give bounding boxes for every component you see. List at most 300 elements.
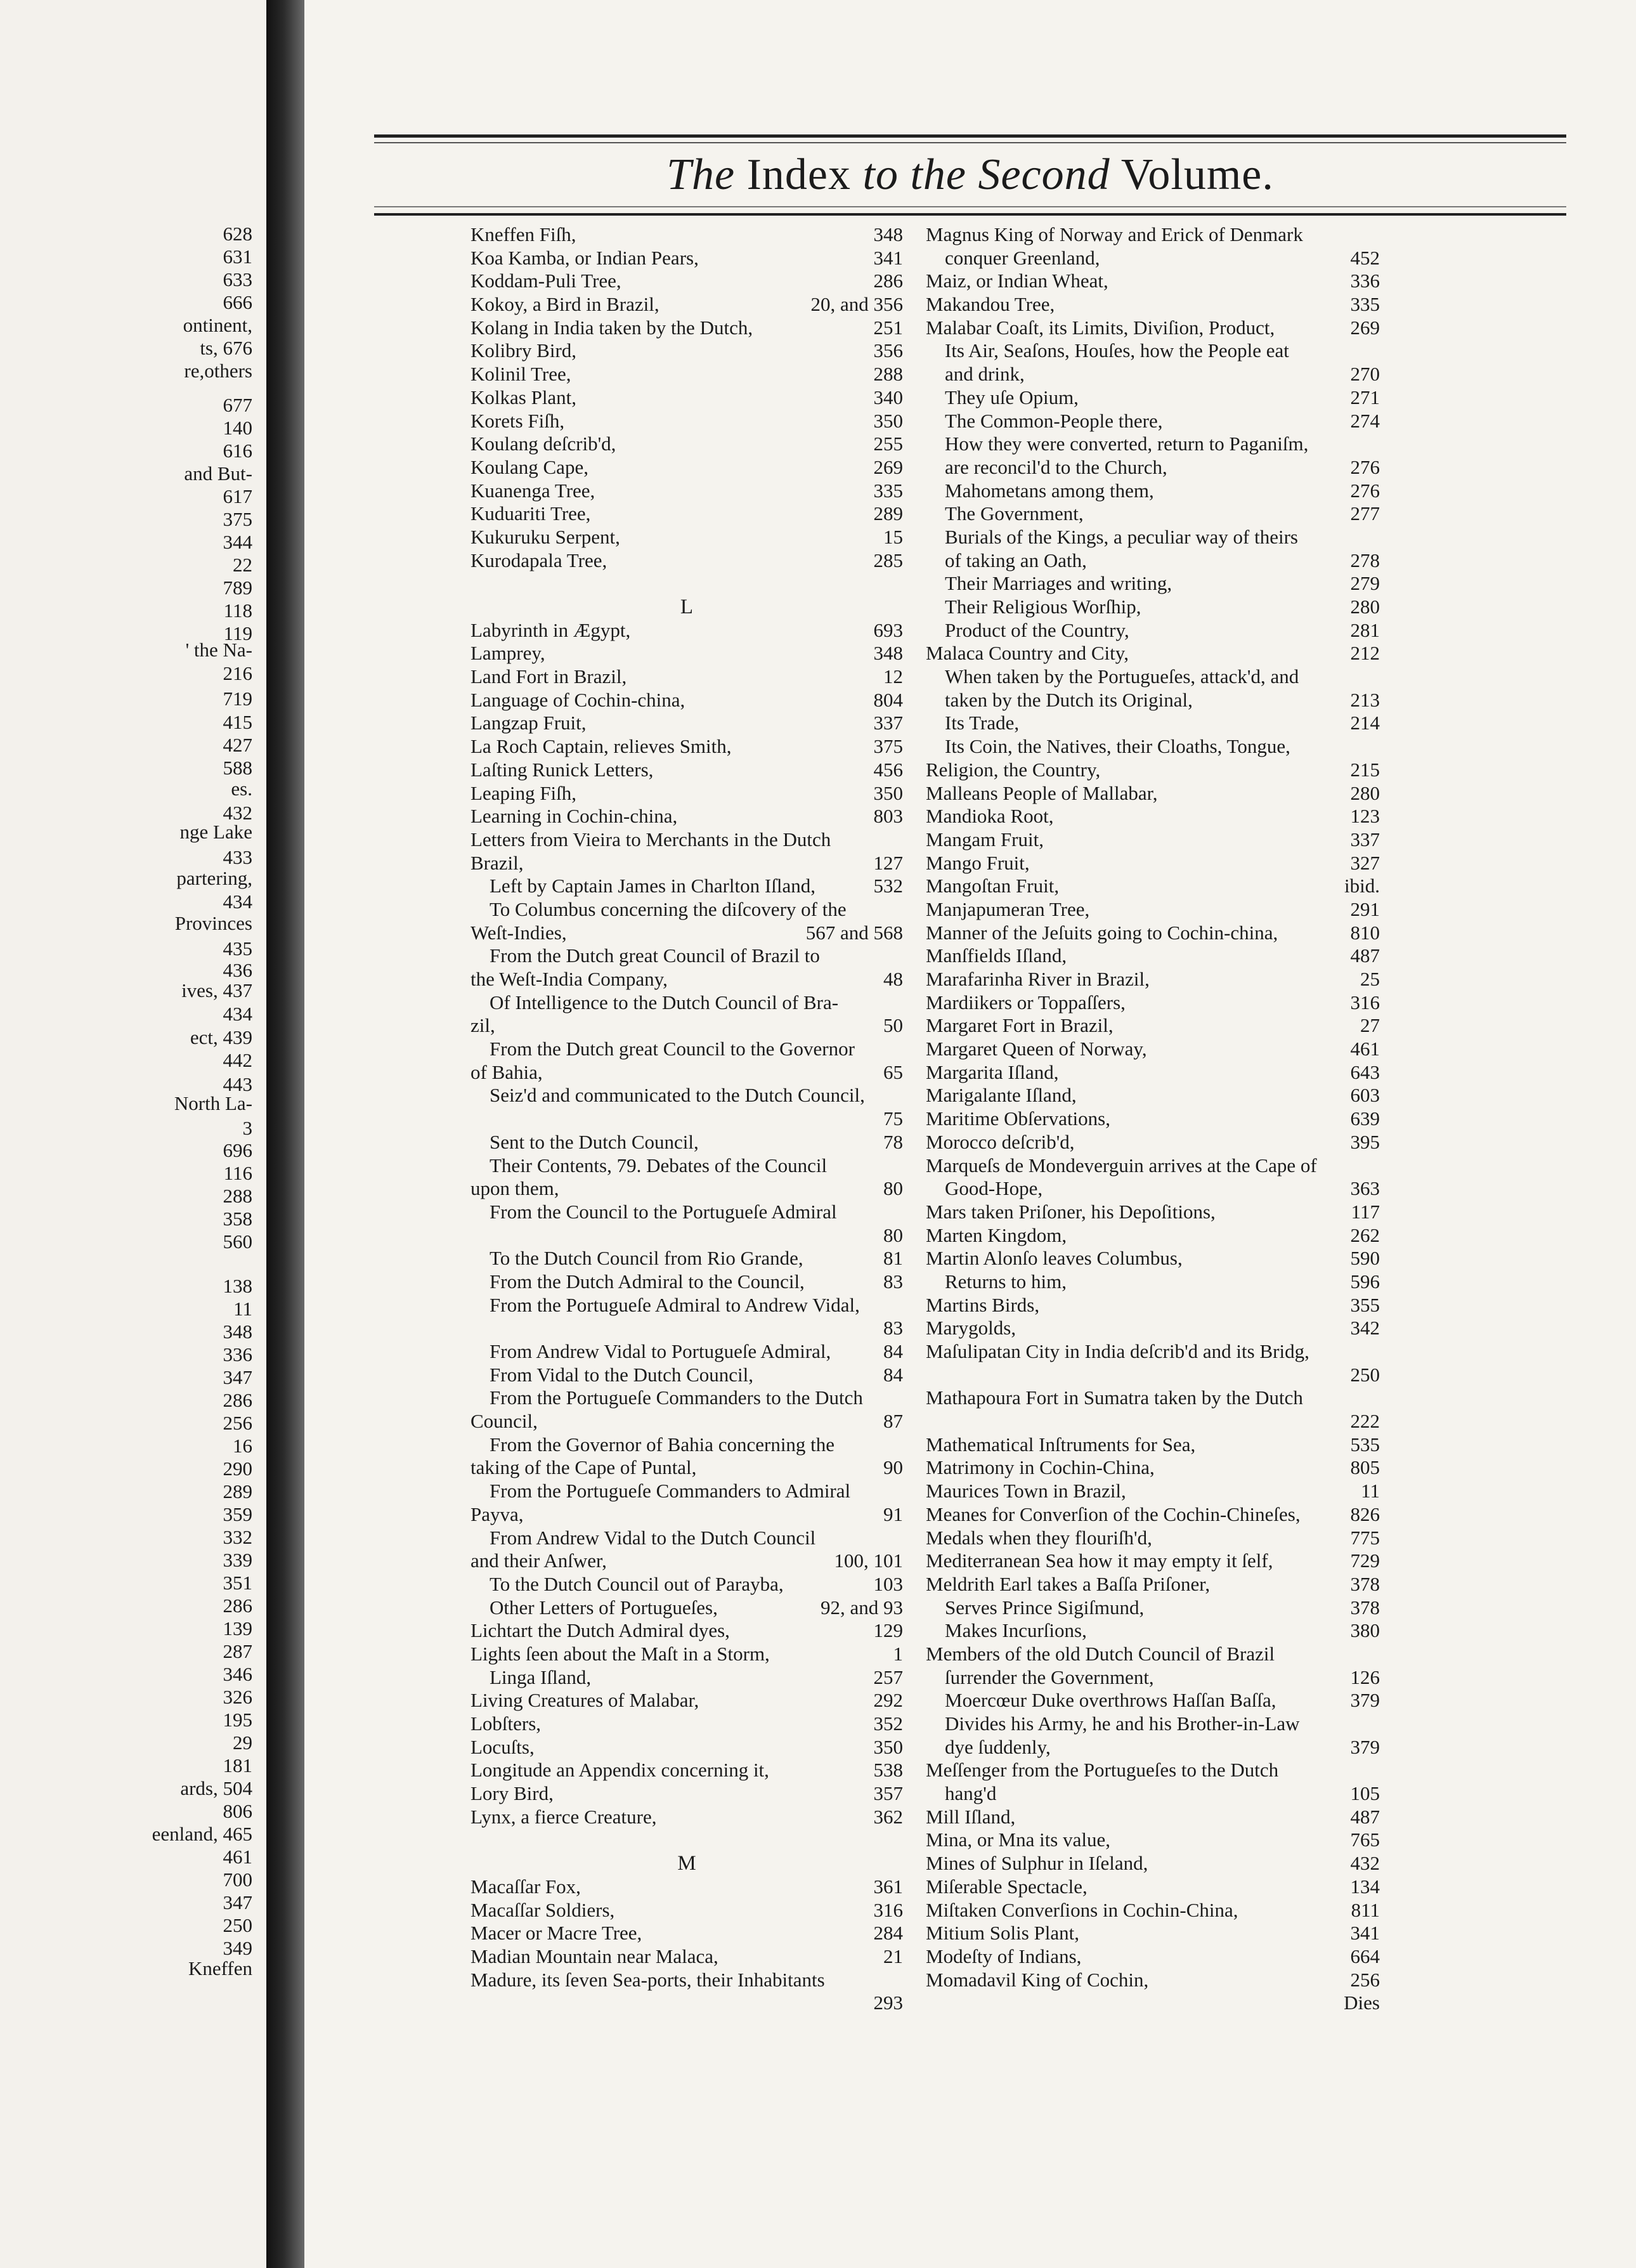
- page-ref: 103: [873, 1572, 903, 1595]
- entry-text: Letters from Vieira to Merchants in the Dutch: [471, 828, 831, 850]
- entry-text: Returns to him,: [945, 1270, 1067, 1293]
- page-ref: 255: [873, 433, 903, 455]
- entry-text: Language of Cochin-china,: [471, 688, 685, 711]
- prev-page-line: ect, 439: [190, 1026, 252, 1048]
- page-ref: 590: [1350, 1247, 1380, 1270]
- entry-text: From the Dutch great Council of Brazil to: [490, 944, 820, 967]
- index-entry: [926, 1503, 1380, 1527]
- index-page: [304, 0, 1636, 2268]
- index-entry: [926, 619, 1380, 642]
- index-entry: [471, 1643, 903, 1666]
- entry-text: Manſfields Iſland,: [926, 944, 1067, 967]
- entry-text: Kuanenga Tree,: [471, 479, 595, 502]
- index-entry: [926, 1806, 1380, 1829]
- prev-page-line: Kneffen: [188, 1957, 252, 1979]
- page-ref: 83: [883, 1270, 903, 1293]
- index-entry: [926, 247, 1380, 270]
- page-ref: 75: [883, 1107, 903, 1130]
- page-ref: 280: [1350, 781, 1380, 804]
- page-ref: 341: [1350, 1922, 1380, 1945]
- index-entry: [471, 596, 903, 619]
- page-ref: 289: [873, 502, 903, 525]
- entry-text: Kukuruku Serpent,: [471, 525, 620, 548]
- title-part-3: to the Second: [862, 150, 1110, 199]
- page-ref: 50: [883, 1014, 903, 1037]
- page-ref: 356: [873, 339, 903, 362]
- page-ref: 804: [873, 688, 903, 711]
- page-ref: 129: [873, 1619, 903, 1642]
- page-ref: 335: [873, 479, 903, 502]
- index-entry: [471, 1410, 903, 1433]
- index-entry: [471, 270, 903, 293]
- index-entry: [471, 898, 903, 922]
- entry-text: the Weſt-India Company,: [471, 968, 668, 990]
- page-ref: 215: [1350, 758, 1380, 781]
- entry-text: Lamprey,: [471, 642, 545, 665]
- index-entry: [926, 1573, 1380, 1596]
- index-entry: [926, 456, 1380, 479]
- index-entry: [926, 433, 1380, 456]
- page-ref: 12: [883, 665, 903, 688]
- prev-page-line: ts, 676: [200, 337, 252, 359]
- entry-text: Kolinil Tree,: [471, 363, 571, 386]
- index-entry: [926, 1107, 1380, 1131]
- page-ref: 274: [1350, 409, 1380, 432]
- page-ref: 664: [1350, 1945, 1380, 1967]
- page-ref: 340: [873, 386, 903, 408]
- entry-text: dye ſuddenly,: [945, 1735, 1051, 1758]
- prev-page-line: 617: [223, 485, 252, 507]
- page-ref: 596: [1350, 1270, 1380, 1293]
- entry-text: From the Governor of Bahia concerning the: [490, 1433, 835, 1456]
- page-ref: 90: [883, 1456, 903, 1479]
- page-ref: 11: [1361, 1480, 1380, 1502]
- page-ref: 285: [873, 549, 903, 571]
- prev-page-line: 375: [223, 508, 252, 530]
- page-ref: 15: [883, 525, 903, 548]
- prev-page-line: 139: [223, 1617, 252, 1639]
- index-entry: [471, 1177, 903, 1201]
- page-ref: 123: [1350, 805, 1380, 828]
- entry-text: Mardiikers or Toppaſſers,: [926, 991, 1126, 1013]
- entry-text: zil,: [471, 1014, 495, 1037]
- page-ref: 380: [1350, 1619, 1380, 1642]
- entry-text: Mangam Fruit,: [926, 828, 1044, 850]
- entry-text: Madure, its ſeven Sea-ports, their Inhabitants: [471, 1968, 825, 1991]
- prev-page-line: 181: [223, 1754, 252, 1776]
- index-entry: [926, 1596, 1380, 1620]
- entry-text: Kolkas Plant,: [471, 386, 577, 408]
- entry-text: Mill Iſland,: [926, 1805, 1016, 1828]
- index-entry: [926, 991, 1380, 1015]
- entry-text: How they were converted, return to Paganiſm,: [945, 433, 1309, 455]
- page-ref: 316: [1350, 991, 1380, 1013]
- entry-text: Macaſſar Fox,: [471, 1875, 581, 1898]
- index-entry: [471, 1247, 903, 1270]
- index-entry: [926, 1549, 1380, 1573]
- entry-text: Mina, or Mna its value,: [926, 1828, 1111, 1851]
- entry-text: Its Trade,: [945, 712, 1020, 734]
- page-ref: 378: [1350, 1572, 1380, 1595]
- entry-text: Maurices Town in Brazil,: [926, 1480, 1126, 1502]
- prev-page-line: 138: [223, 1275, 252, 1297]
- page-ref: 352: [873, 1712, 903, 1735]
- prev-page-line: 433: [223, 846, 252, 868]
- page-ref: 278: [1350, 549, 1380, 571]
- index-entry: [471, 1038, 903, 1061]
- page-ref: 80: [883, 1177, 903, 1200]
- prev-page-line: 436: [223, 959, 252, 981]
- index-entry: [471, 502, 903, 526]
- page-ref: ibid.: [1344, 875, 1380, 897]
- entry-text: From the Portugueſe Commanders to Admiral: [490, 1480, 851, 1502]
- index-entry: [471, 1456, 903, 1480]
- bottom-rule-thin: [374, 206, 1566, 207]
- entry-text: Their Marriages and writing,: [945, 572, 1172, 595]
- page-ref: 65: [883, 1060, 903, 1083]
- page-ref: 341: [873, 246, 903, 269]
- prev-page-line: and But-: [184, 462, 252, 485]
- page-ref: 126: [1350, 1665, 1380, 1688]
- entry-text: are reconcil'd to the Church,: [945, 455, 1167, 478]
- index-entry: [926, 1038, 1380, 1061]
- entry-text: Linga Iſland,: [490, 1665, 592, 1688]
- index-entry: [926, 1852, 1380, 1875]
- entry-text: Mathematical Inſtruments for Sea,: [926, 1433, 1196, 1456]
- entry-text: Macaſſar Soldiers,: [471, 1898, 615, 1921]
- page-ref: 213: [1350, 688, 1380, 711]
- index-entry: [471, 1666, 903, 1690]
- entry-text: Mangoſtan Fruit,: [926, 875, 1060, 897]
- entry-text: Burials of the Kings, a peculiar way of theirs: [945, 525, 1298, 548]
- prev-page-line: 256: [223, 1412, 252, 1434]
- index-entry: [471, 1154, 903, 1178]
- index-entry: [926, 339, 1380, 363]
- index-entry: [471, 1945, 903, 1969]
- prev-page-line: 359: [223, 1503, 252, 1525]
- page-ref: 639: [1350, 1107, 1380, 1130]
- entry-text: Meldrith Earl takes a Baſſa Priſoner,: [926, 1572, 1211, 1595]
- index-entry: [471, 805, 903, 828]
- index-entry: [471, 1852, 903, 1875]
- prev-page-line: 358: [223, 1208, 252, 1230]
- prev-page-line: 286: [223, 1594, 252, 1617]
- prev-page-line: 119: [223, 622, 252, 644]
- previous-page-fragment: [0, 0, 266, 2268]
- index-entry: [926, 1643, 1380, 1666]
- index-entry: [471, 1549, 903, 1573]
- entry-text: Manjapumeran Tree,: [926, 897, 1090, 920]
- index-entry: [926, 1084, 1380, 1107]
- prev-page-line: 3: [242, 1117, 252, 1139]
- index-entry: [471, 1527, 903, 1550]
- index-entry: [471, 410, 903, 433]
- page-ref: 361: [873, 1875, 903, 1898]
- index-entry: [926, 1828, 1380, 1852]
- page-ref: 532: [873, 875, 903, 897]
- entry-text: Malaca Country and City,: [926, 642, 1129, 665]
- index-entry: [926, 805, 1380, 828]
- index-entry: [471, 1480, 903, 1503]
- prev-page-line: 346: [223, 1663, 252, 1685]
- entry-text: Medals when they flouriſh'd,: [926, 1526, 1152, 1549]
- prev-page-line: 344: [223, 531, 252, 553]
- page-ref: 379: [1350, 1735, 1380, 1758]
- index-entry: [471, 247, 903, 270]
- page-ref: 269: [873, 455, 903, 478]
- index-entry: [471, 1503, 903, 1527]
- page-ref: 222: [1350, 1410, 1380, 1433]
- prev-page-line: 347: [223, 1366, 252, 1388]
- page-ref: 342: [1350, 1317, 1380, 1339]
- index-entry: [471, 852, 903, 875]
- entry-text: Members of the old Dutch Council of Brazil: [926, 1642, 1275, 1665]
- index-entry: [471, 293, 903, 316]
- prev-page-line: Provinces: [174, 912, 252, 934]
- title-part-4: Volume.: [1110, 150, 1274, 199]
- prev-page-line: 351: [223, 1572, 252, 1594]
- index-entry: [471, 1061, 903, 1085]
- index-entry: [926, 1061, 1380, 1085]
- page-ref: 693: [873, 618, 903, 641]
- entry-text: To the Dutch Council out of Parayba,: [490, 1572, 784, 1595]
- entry-text: upon them,: [471, 1177, 559, 1200]
- index-entry: [471, 1875, 903, 1899]
- entry-text: Good-Hope,: [945, 1177, 1043, 1200]
- entry-text: taken by the Dutch its Original,: [945, 688, 1193, 711]
- prev-page-line: North La-: [174, 1092, 252, 1114]
- page-ref: 25: [1360, 968, 1380, 990]
- index-entry: [926, 270, 1380, 293]
- prev-page-line: 435: [223, 937, 252, 960]
- entry-text: Koa Kamba, or Indian Pears,: [471, 246, 699, 269]
- page-ref: 348: [873, 223, 903, 245]
- title-part-1: The: [666, 150, 736, 199]
- page-ref: 567 and 568: [805, 921, 903, 944]
- entry-text: Labyrinth in Ægypt,: [471, 618, 631, 641]
- page-ref: 127: [873, 851, 903, 874]
- entry-text: hang'd: [945, 1782, 997, 1805]
- prev-page-line: 348: [223, 1320, 252, 1343]
- entry-text: From Andrew Vidal to the Dutch Council: [490, 1526, 816, 1549]
- index-entry: [926, 642, 1380, 665]
- prev-page-line: partering,: [176, 867, 252, 889]
- prev-page-line: ontinent,: [183, 314, 252, 336]
- index-entry: [926, 922, 1380, 945]
- entry-text: Weſt-Indies,: [471, 921, 567, 944]
- entry-text: Lobſters,: [471, 1712, 542, 1735]
- index-entry: [471, 479, 903, 503]
- prev-page-line: 118: [223, 599, 252, 622]
- index-entry: [471, 1619, 903, 1643]
- entry-text: Seiz'd and communicated to the Dutch Council,: [490, 1084, 865, 1107]
- entry-text: Martin Alonſo leaves Columbus,: [926, 1247, 1183, 1270]
- index-entry: [926, 1364, 1380, 1387]
- entry-text: Their Religious Worſhip,: [945, 596, 1141, 618]
- index-entry: [926, 1154, 1380, 1178]
- entry-text: Margaret Fort in Brazil,: [926, 1014, 1113, 1037]
- page-ref: 810: [1350, 921, 1380, 944]
- entry-text: Mediterranean Sea how it may empty it ſelf,: [926, 1549, 1273, 1572]
- prev-page-line: 290: [223, 1457, 252, 1480]
- entry-text: Modeſty of Indians,: [926, 1945, 1082, 1967]
- page-ref: 256: [1350, 1968, 1380, 1991]
- section-letter: L: [680, 596, 694, 618]
- prev-page-line: 434: [223, 890, 252, 913]
- entry-text: Koulang deſcrib'd,: [471, 433, 616, 455]
- prev-page-line: 434: [223, 1003, 252, 1025]
- index-entry: [471, 1969, 903, 1992]
- index-entry: [471, 1317, 903, 1340]
- index-entry: [926, 1014, 1380, 1038]
- page-ref: 81: [883, 1247, 903, 1270]
- page-ref: 811: [1351, 1898, 1380, 1921]
- index-entry: [471, 1014, 903, 1038]
- page-ref: 27: [1360, 1014, 1380, 1037]
- page-ref: 337: [873, 712, 903, 734]
- entry-text: Mines of Sulphur in Iſeland,: [926, 1852, 1148, 1875]
- page-ref: 78: [883, 1130, 903, 1153]
- page-ref: 276: [1350, 479, 1380, 502]
- prev-page-line: 116: [223, 1162, 252, 1184]
- index-entry: [926, 1224, 1380, 1248]
- page-ref: 337: [1350, 828, 1380, 850]
- entry-text: Other Letters of Portugueſes,: [490, 1596, 718, 1619]
- page-title: [374, 143, 1566, 207]
- prev-page-line: 631: [223, 245, 252, 268]
- entry-text: Leaping Fiſh,: [471, 781, 577, 804]
- page-ref: 105: [1350, 1782, 1380, 1805]
- entry-text: Kurodapala Tree,: [471, 549, 607, 571]
- entry-text: Marigalante Iſland,: [926, 1084, 1077, 1107]
- prev-page-line: 347: [223, 1891, 252, 1913]
- index-entry: [926, 1480, 1380, 1503]
- index-entry: [926, 1619, 1380, 1643]
- entry-text: Land Fort in Brazil,: [471, 665, 627, 688]
- entry-text: Moercœur Duke overthrows Haſſan Baſſa,: [945, 1689, 1276, 1712]
- prev-page-line: 677: [223, 394, 252, 416]
- index-entry: [926, 596, 1380, 619]
- entry-text: Product of the Country,: [945, 618, 1129, 641]
- entry-text: Mango Fruit,: [926, 851, 1030, 874]
- page-ref: 293: [873, 1991, 903, 2014]
- page-ref: 350: [873, 409, 903, 432]
- page-ref: 91: [883, 1502, 903, 1525]
- index-entry: [471, 689, 903, 712]
- entry-text: The Common-People there,: [945, 409, 1163, 432]
- page-ref: 84: [883, 1363, 903, 1386]
- index-entry: [471, 1759, 903, 1782]
- prev-page-line: 633: [223, 268, 252, 290]
- entry-text: The Government,: [945, 502, 1084, 525]
- entry-text: Lichtart the Dutch Admiral dyes,: [471, 1619, 730, 1642]
- page-ref: 805: [1350, 1456, 1380, 1479]
- prev-page-line: 336: [223, 1343, 252, 1365]
- index-entry: [926, 386, 1380, 410]
- prev-page-line: 628: [223, 223, 252, 245]
- page-ref: 269: [1350, 316, 1380, 339]
- entry-text: Momadavil King of Cochin,: [926, 1968, 1149, 1991]
- entry-text: Its Coin, the Natives, their Cloaths, Tongue,: [945, 735, 1290, 758]
- page-ref: 643: [1350, 1060, 1380, 1083]
- prev-page-line: 22: [233, 554, 252, 576]
- page-ref: 276: [1350, 455, 1380, 478]
- index-entry: [471, 526, 903, 549]
- index-entry: [471, 642, 903, 665]
- entry-text: Living Creatures of Malabar,: [471, 1689, 699, 1712]
- prev-page-line: 442: [223, 1049, 252, 1071]
- page-ref: 350: [873, 1735, 903, 1758]
- index-entry: [471, 1689, 903, 1712]
- index-entry: [926, 735, 1380, 759]
- index-entry: [926, 293, 1380, 316]
- entry-text: ſurrender the Government,: [945, 1665, 1154, 1688]
- index-entry: [471, 1433, 903, 1457]
- prev-page-line: 461: [223, 1846, 252, 1868]
- prev-page-line: 288: [223, 1185, 252, 1207]
- entry-text: Macer or Macre Tree,: [471, 1922, 642, 1945]
- page-ref: 316: [873, 1898, 903, 1921]
- prev-page-line: 616: [223, 440, 252, 462]
- index-entry: [471, 1294, 903, 1317]
- entry-text: Their Contents, 79. Debates of the Council: [490, 1154, 828, 1176]
- index-entry: [926, 526, 1380, 549]
- index-entry: [471, 1386, 903, 1410]
- page-ref: 134: [1350, 1875, 1380, 1898]
- index-entry: [471, 1224, 903, 1248]
- index-entry: [471, 1596, 903, 1620]
- index-entry: [471, 1201, 903, 1224]
- entry-text: Meſſenger from the Portugueſes to the Dutch: [926, 1759, 1279, 1782]
- entry-text: Mars taken Priſoner, his Depoſitions,: [926, 1200, 1216, 1223]
- entry-text: Lights ſeen about the Maſt in a Storm,: [471, 1642, 770, 1665]
- page-ref: 456: [873, 758, 903, 781]
- page-ref: 257: [873, 1665, 903, 1688]
- index-entry: [926, 1294, 1380, 1317]
- index-entry: [926, 689, 1380, 712]
- entry-text: Koulang Cape,: [471, 455, 588, 478]
- index-entry: [471, 1991, 903, 2015]
- prev-page-line: 339: [223, 1549, 252, 1571]
- page-ref: 1: [893, 1642, 903, 1665]
- prev-page-line: 789: [223, 577, 252, 599]
- index-entry: [471, 1364, 903, 1387]
- entry-text: Margaret Queen of Norway,: [926, 1038, 1147, 1060]
- entry-text: Malleans People of Mallabar,: [926, 781, 1158, 804]
- entry-text: Sent to the Dutch Council,: [490, 1130, 699, 1153]
- page-ref: 378: [1350, 1596, 1380, 1619]
- entry-text: and their Anſwer,: [471, 1549, 607, 1572]
- page-ref: 729: [1350, 1549, 1380, 1572]
- prev-page-line: 195: [223, 1709, 252, 1731]
- page-ref: 348: [873, 642, 903, 665]
- index-entry: [926, 1782, 1380, 1806]
- entry-text: Morocco deſcrib'd,: [926, 1130, 1075, 1153]
- page-ref: 280: [1350, 596, 1380, 618]
- prev-page-line: 216: [223, 662, 252, 684]
- page-ref: 375: [873, 735, 903, 758]
- entry-text: Laſting Runick Letters,: [471, 758, 654, 781]
- page-ref: 432: [1350, 1852, 1380, 1875]
- page-ref: 262: [1350, 1223, 1380, 1246]
- index-entry: [471, 922, 903, 945]
- index-entry: [926, 572, 1380, 596]
- index-entry: [471, 968, 903, 991]
- page-ref: 775: [1350, 1526, 1380, 1549]
- index-entry: [926, 1666, 1380, 1690]
- page-ref: 292: [873, 1689, 903, 1712]
- page-ref: 487: [1350, 944, 1380, 967]
